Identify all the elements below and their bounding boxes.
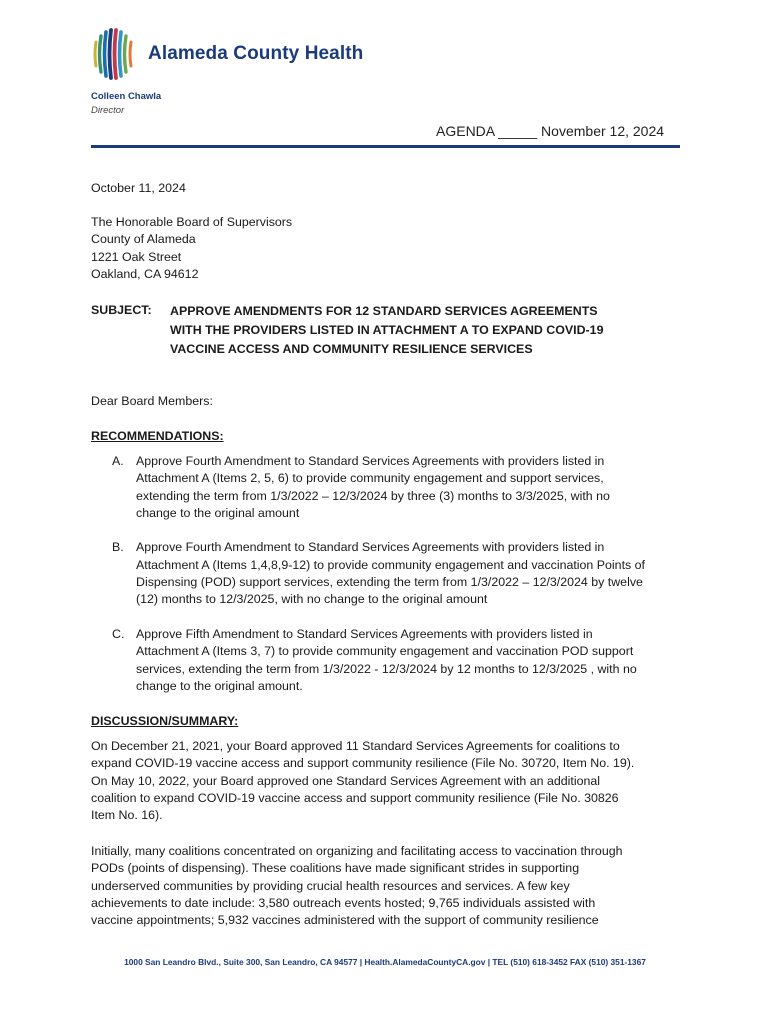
paragraph-line: Initially, many coalitions concentrated on organizing and facilitating access to vaccination through — [91, 844, 623, 858]
item-letter: B. — [112, 540, 124, 555]
org-name: Alameda County Health — [148, 43, 364, 64]
agenda-line: AGENDA _____ November 12, 2024 — [436, 123, 665, 139]
item-line: Approve Fourth Amendment to Standard Services Agreements with providers listed in — [136, 540, 605, 555]
list-item — [91, 453, 691, 522]
item-letter: C. — [112, 626, 125, 641]
list-item — [91, 539, 691, 608]
director-name: Colleen Chawla — [91, 91, 162, 102]
director-title: Director — [91, 105, 125, 116]
item-line: extending the term from 1/3/2022 – 12/3/2024 by three (3) months to 3/3/2025, with no — [136, 488, 610, 503]
salutation: Dear Board Members: — [91, 394, 213, 408]
item-line: Dispensing (POD) support services, extending the term from 1/3/2022 – 12/3/2024 by twelve — [136, 575, 643, 590]
paragraph-line: PODs (points of dispensing). These coalitions have made significant strides in supporting — [91, 861, 580, 876]
item-line: change to the original amount. — [136, 678, 303, 693]
item-line: (12) months to 12/3/2025, with no change to the original amount — [136, 592, 488, 607]
list-item — [91, 626, 691, 695]
discussion-paragraph — [91, 738, 676, 824]
item-text — [136, 453, 691, 522]
item-line: Approve Fifth Amendment to Standard Services Agreements with providers listed in — [136, 626, 593, 641]
item-text — [136, 626, 691, 695]
paragraph-line: coalition to expand COVID-19 vaccine access and support community resilience (File No. 30826 — [91, 790, 619, 805]
footer-contact: 1000 San Leandro Blvd., Suite 300, San Leandro, CA 94577 | Health.AlamedaCountyCA.gov | TEL (510) 618-3452 FAX (510) 351-1367 — [124, 957, 646, 967]
paragraph-line: On December 21, 2021, your Board approved 11 Standard Services Agreements for coalitions to — [91, 739, 620, 753]
subject-line: APPROVE AMENDMENTS FOR 12 STANDARD SERVICES AGREEMENTS — [170, 304, 598, 318]
discussion-heading: DISCUSSION/SUMMARY: — [91, 714, 239, 728]
letter-date: October 11, 2024 — [91, 181, 186, 195]
item-line: Attachment A (Items 3, 7) to provide community engagement and vaccination POD support — [136, 644, 634, 659]
address-line: The Honorable Board of Supervisors — [91, 215, 293, 229]
subject-line: VACCINE ACCESS AND COMMUNITY RESILIENCE SERVICES — [170, 342, 533, 356]
subject-text — [170, 302, 670, 359]
address-line: 1221 Oak Street — [91, 249, 182, 264]
org-logo — [92, 28, 363, 80]
subject-label: SUBJECT: — [91, 303, 152, 317]
header-divider — [91, 145, 680, 148]
address-line: County of Alameda — [91, 232, 196, 247]
discussion-paragraph — [91, 843, 676, 929]
item-letter: A. — [112, 454, 124, 468]
paragraph-line: On May 10, 2022, your Board approved one Standard Services Agreement with an additional — [91, 773, 601, 788]
director-block — [91, 90, 161, 118]
subject-line: WITH THE PROVIDERS LISTED IN ATTACHMENT A TO EXPAND COVID-19 — [170, 323, 604, 337]
paragraph-line: vaccine appointments; 5,932 vaccines administered with the support of community resilience — [91, 913, 599, 928]
paragraph-line: underserved communities by providing crucial health resources and services. A few key — [91, 878, 570, 893]
item-line: Approve Fourth Amendment to Standard Services Agreements with providers listed in — [136, 454, 605, 468]
address-line: Oakland, CA 94612 — [91, 266, 199, 281]
paragraph-line: achievements to date include: 3,580 outreach events hosted; 9,765 individuals assisted with — [91, 895, 596, 910]
item-line: Attachment A (Items 1,4,8,9-12) to provide community engagement and vaccination Points of — [136, 557, 645, 572]
recipient-address — [91, 214, 292, 283]
recommendations-list — [91, 453, 691, 712]
item-line: Attachment A (Items 2, 5, 6) to provide community engagement and support services, — [136, 471, 604, 486]
logo-mark-icon — [92, 28, 138, 80]
item-line: change to the original amount — [136, 505, 300, 520]
item-line: services, extending the term from 1/3/2022 - 12/3/2024 by 12 months to 12/3/2025 , with no — [136, 661, 637, 676]
item-text — [136, 539, 691, 608]
recommendations-heading: RECOMMENDATIONS: — [91, 429, 224, 443]
paragraph-line: expand COVID-19 vaccine access and support community resilience (File No. 30720, Item No. 19). — [91, 756, 635, 771]
paragraph-line: Item No. 16). — [91, 808, 163, 823]
